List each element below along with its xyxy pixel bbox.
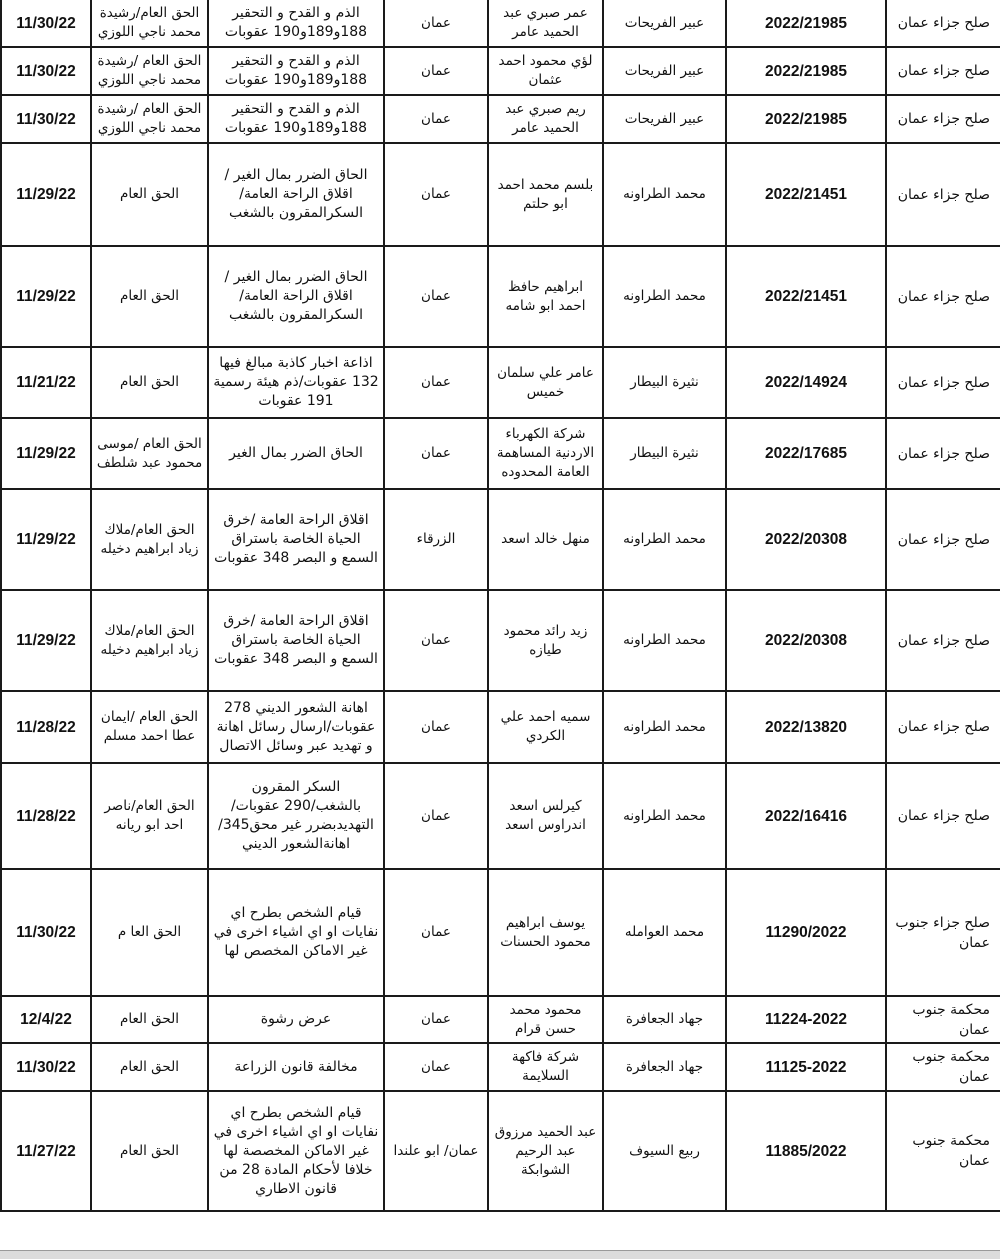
judge-cell [603, 763, 726, 869]
table-row [1, 996, 1000, 1043]
case-number-cell-text: 2022/16416 [765, 807, 847, 825]
charge-cell-text: اقلاق الراحة العامة /خرق الحياة الخاصة باستراق السمع و البصر 348 عقوبات [214, 613, 378, 667]
defendant-cell [488, 1091, 603, 1211]
court-cell-text: صلح جزاء عمان [897, 15, 990, 31]
hearing-date-cell-text: 11/28/22 [16, 718, 76, 736]
city-cell [384, 418, 488, 489]
charge-cell-text: اقلاق الراحة العامة /خرق الحياة الخاصة باستراق السمع و البصر 348 عقوبات [214, 512, 378, 566]
plaintiff-cell [91, 347, 208, 418]
charge-cell [208, 489, 384, 590]
judge-cell-text: محمد الطراونه [623, 632, 706, 648]
city-cell-text: عمان [421, 924, 451, 940]
judge-cell [603, 489, 726, 590]
defendant-cell [488, 1043, 603, 1091]
plaintiff-cell [91, 143, 208, 246]
court-cell [886, 590, 1000, 691]
court-cell-text: صلح جزاء جنوب عمان [895, 914, 990, 951]
court-cell [886, 869, 1000, 996]
case-number-cell [726, 95, 886, 143]
court-cell [886, 95, 1000, 143]
plaintiff-cell-text: الحق العام /موسى محمود عبد شلطف [96, 435, 203, 471]
defendant-cell [488, 691, 603, 763]
judge-cell [603, 869, 726, 996]
judge-cell [603, 47, 726, 95]
hearing-date-cell-text: 11/30/22 [16, 62, 76, 80]
defendant-cell-text: شركة فاكهة السلايمة [511, 1049, 580, 1084]
city-cell [384, 489, 488, 590]
case-number-cell [726, 47, 886, 95]
city-cell-text: عمان [421, 718, 451, 735]
defendant-cell [488, 489, 603, 590]
case-number-cell-text: 11885/2022 [765, 1142, 847, 1160]
hearing-date-cell-text: 11/28/22 [16, 807, 76, 825]
case-number-cell [726, 1091, 886, 1211]
judge-cell-text: محمد الطراونه [623, 288, 706, 304]
plaintiff-cell [91, 418, 208, 489]
city-cell [384, 996, 488, 1043]
case-number-cell-text: 11224-2022 [765, 1011, 847, 1028]
city-cell-text: عمان [421, 14, 451, 31]
judge-cell [603, 0, 726, 47]
plaintiff-cell [91, 0, 208, 47]
court-cell [886, 246, 1000, 347]
judge-cell-text: عبير الفريحات [624, 14, 705, 31]
hearing-date-cell-text: 11/30/22 [16, 110, 76, 128]
defendant-cell [488, 47, 603, 95]
charge-cell-text: الذم و القدح و التحقير 188و189و190 عقوبات [224, 5, 368, 40]
plaintiff-cell-text: الحق العام [120, 374, 179, 390]
table-row [1, 246, 1000, 347]
hearing-date-cell [1, 347, 91, 418]
case-number-cell-text: 2022/21985 [765, 110, 847, 128]
charge-cell-text: الذم و القدح و التحقير 188و189و190 عقوبات [224, 53, 368, 88]
case-number-cell [726, 996, 886, 1043]
hearing-date-cell-text: 11/30/22 [16, 924, 76, 941]
city-cell-text: عمان [421, 110, 451, 127]
defendant-cell [488, 0, 603, 47]
defendant-cell [488, 418, 603, 489]
defendant-cell-text: ابراهيم حافظ احمد ابو شامه [505, 278, 586, 314]
table-row [1, 347, 1000, 418]
plaintiff-cell-text: الحق العام [120, 186, 179, 202]
defendant-cell [488, 347, 603, 418]
case-number-cell-text: 11290/2022 [765, 924, 847, 941]
defendant-cell-text: كيرلس اسعد اندراوس اسعد [505, 798, 586, 833]
hearing-date-cell-text: 11/29/22 [16, 288, 76, 305]
table-row [1, 691, 1000, 763]
hearing-date-cell [1, 691, 91, 763]
city-cell [384, 347, 488, 418]
charge-cell [208, 95, 384, 143]
hearing-date-cell [1, 47, 91, 95]
hearing-date-cell [1, 418, 91, 489]
charge-cell-text: عرض رشوة [260, 1011, 332, 1027]
court-cell [886, 996, 1000, 1043]
hearing-date-cell-text: 11/21/22 [16, 374, 76, 391]
charge-cell-text: الحاق الضرر بمال الغير [229, 445, 363, 461]
city-cell [384, 95, 488, 143]
hearing-date-cell [1, 246, 91, 347]
city-cell-text: عمان [421, 445, 451, 461]
hearing-date-cell-text: 11/30/22 [16, 14, 76, 32]
case-number-cell [726, 246, 886, 347]
plaintiff-cell-text: الحق العام [120, 1142, 179, 1159]
judge-cell [603, 996, 726, 1043]
charge-cell [208, 1091, 384, 1211]
city-cell-text: عمان [421, 374, 451, 390]
cases-table-body [1, 0, 1000, 1211]
defendant-cell-text: يوسف ابراهيم محمود الحسنات [500, 914, 591, 950]
judge-cell-text: جهاد الجعافرة [625, 1011, 704, 1027]
city-cell-text: عمان [421, 807, 451, 824]
court-cell-text: صلح جزاء عمان [897, 186, 990, 203]
city-cell [384, 47, 488, 95]
charge-cell-text: قيام الشخص بطرح اي نفايات او اي اشياء اخرى في غير الاماكن المخصصة لها خلافا لأحكام المادة 28 من قانون الاطاري [213, 1104, 379, 1197]
judge-cell [603, 1091, 726, 1211]
judge-cell-text: عبير الفريحات [624, 62, 705, 79]
plaintiff-cell [91, 1043, 208, 1091]
court-cell [886, 691, 1000, 763]
judge-cell [603, 691, 726, 763]
table-row [1, 1091, 1000, 1211]
court-cell-text: صلح جزاء عمان [897, 111, 990, 127]
judge-cell-text: محمد العوامله [624, 924, 705, 940]
table-row [1, 1043, 1000, 1091]
charge-cell-text: قيام الشخص بطرح اي نفايات او اي اشياء اخرى في غير الاماكن المخصص لها [213, 905, 379, 959]
table-row [1, 0, 1000, 47]
city-cell [384, 763, 488, 869]
city-cell-text: عمان [421, 1058, 451, 1075]
city-cell-text: عمان [421, 288, 451, 304]
court-cell-text: صلح جزاء عمان [897, 63, 990, 79]
hearing-date-cell [1, 143, 91, 246]
table-row [1, 869, 1000, 996]
defendant-cell-text: زيد رائد محمود طيازه [503, 622, 588, 658]
city-cell [384, 869, 488, 996]
hearing-date-cell-text: 11/29/22 [16, 186, 76, 203]
defendant-cell [488, 95, 603, 143]
judge-cell-text: جهاد الجعافرة [625, 1058, 704, 1075]
hearing-date-cell [1, 763, 91, 869]
defendant-cell-text: شركة الكهرباء الاردنية المساهمة العامة المحدوده [496, 426, 595, 480]
city-cell [384, 1043, 488, 1091]
defendant-cell-text: عمر صبري عبد الحميد عامر [503, 5, 588, 40]
case-number-cell [726, 489, 886, 590]
plaintiff-cell [91, 590, 208, 691]
charge-cell [208, 996, 384, 1043]
plaintiff-cell-text: الحق العام/ناصر احد ابو ريانه [104, 798, 195, 833]
charge-cell [208, 47, 384, 95]
defendant-cell-text: سميه احمد علي الكردي [500, 709, 591, 744]
charge-cell-text: الحاق الضرر بمال الغير /اقلاق الراحة العامة/السكرالمقرون بالشغب [224, 269, 368, 323]
charge-cell [208, 418, 384, 489]
judge-cell [603, 143, 726, 246]
judge-cell-text: محمد الطراونه [623, 531, 706, 547]
plaintiff-cell-text: الحق العام/رشيدة محمد ناجي اللوزي [97, 5, 202, 40]
charge-cell [208, 691, 384, 763]
case-number-cell [726, 1043, 886, 1091]
hearing-date-cell-text: 11/30/22 [16, 1058, 76, 1076]
hearing-date-cell [1, 1091, 91, 1211]
case-number-cell-text: 2022/20308 [765, 632, 847, 649]
case-number-cell-text: 2022/14924 [765, 374, 847, 391]
court-cell [886, 763, 1000, 869]
case-number-cell-text: 2022/21451 [765, 288, 847, 305]
court-cell-text: صلح جزاء عمان [897, 531, 990, 548]
hearing-date-cell [1, 869, 91, 996]
defendant-cell-text: عامر علي سلمان خميس [497, 364, 594, 400]
court-cell [886, 143, 1000, 246]
charge-cell-text: الذم و القدح و التحقير 188و189و190 عقوبات [224, 101, 368, 136]
plaintiff-cell [91, 47, 208, 95]
case-number-cell [726, 143, 886, 246]
defendant-cell-text: لؤي محمود احمد عثمان [498, 53, 593, 88]
court-cell-text: صلح جزاء عمان [897, 445, 990, 462]
court-cell-text: محكمة جنوب عمان [912, 1049, 990, 1085]
hearing-date-cell [1, 489, 91, 590]
defendant-cell-text: ريم صبري عبد الحميد عامر [505, 101, 586, 136]
judge-cell-text: نثيرة البيطار [630, 445, 699, 461]
city-cell-text: عمان/ ابو علندا [393, 1142, 479, 1159]
table-row [1, 143, 1000, 246]
judge-cell-text: نثيرة البيطار [630, 374, 699, 390]
case-number-cell [726, 691, 886, 763]
city-cell [384, 0, 488, 47]
case-number-cell [726, 763, 886, 869]
table-row [1, 763, 1000, 869]
plaintiff-cell-text: الحق العام [120, 1011, 179, 1027]
case-number-cell [726, 347, 886, 418]
defendant-cell [488, 996, 603, 1043]
hearing-date-cell [1, 95, 91, 143]
hearing-date-cell [1, 590, 91, 691]
judge-cell-text: ربيع السيوف [629, 1142, 700, 1159]
plaintiff-cell [91, 996, 208, 1043]
defendant-cell-text: محمود محمد حسن قرام [509, 1001, 582, 1037]
judge-cell [603, 246, 726, 347]
plaintiff-cell-text: الحق العام [120, 1058, 179, 1075]
court-cell-text: صلح جزاء عمان [897, 719, 990, 735]
court-cell-text: صلح جزاء عمان [897, 288, 990, 305]
case-number-cell-text: 2022/17685 [765, 445, 847, 462]
charge-cell-text: مخالفة قانون الزراعة [234, 1058, 358, 1075]
court-cell-text: محكمة جنوب عمان [912, 1133, 990, 1169]
case-number-cell-text: 2022/20308 [765, 531, 847, 548]
case-number-cell-text: 2022/21985 [765, 62, 847, 80]
court-cell [886, 489, 1000, 590]
plaintiff-cell [91, 869, 208, 996]
defendant-cell [488, 869, 603, 996]
case-number-cell [726, 418, 886, 489]
plaintiff-cell [91, 763, 208, 869]
court-cell-text: صلح جزاء عمان [897, 808, 990, 824]
charge-cell [208, 1043, 384, 1091]
charge-cell [208, 246, 384, 347]
court-cell-text: محكمة جنوب عمان [912, 1001, 990, 1038]
judge-cell [603, 347, 726, 418]
defendant-cell-text: عبد الحميد مرزوق عبد الرحيم الشوابكة [494, 1123, 597, 1178]
plaintiff-cell-text: الحق العام /ايمان عطا احمد مسلم [100, 709, 199, 744]
plaintiff-cell [91, 691, 208, 763]
case-number-cell [726, 0, 886, 47]
judge-cell [603, 590, 726, 691]
court-cell [886, 47, 1000, 95]
charge-cell [208, 590, 384, 691]
charge-cell-text: السكر المقرون بالشغب/290 عقوبات/التهديدبضرر غير محق345/اهانةالشعور الديني [218, 779, 374, 852]
plaintiff-cell [91, 1091, 208, 1211]
hearing-date-cell-text: 11/27/22 [16, 1142, 76, 1160]
judge-cell-text: محمد الطراونه [623, 718, 706, 735]
city-cell [384, 590, 488, 691]
case-number-cell [726, 869, 886, 996]
court-cell [886, 1091, 1000, 1211]
city-cell [384, 691, 488, 763]
city-cell-text: عمان [421, 62, 451, 79]
table-row [1, 590, 1000, 691]
hearing-date-cell-text: 11/29/22 [16, 632, 76, 649]
judge-cell-text: محمد الطراونه [623, 186, 706, 202]
case-number-cell-text: 2022/13820 [765, 718, 847, 736]
table-row [1, 418, 1000, 489]
judge-cell [603, 418, 726, 489]
city-cell [384, 143, 488, 246]
table-row [1, 47, 1000, 95]
defendant-cell [488, 763, 603, 869]
defendant-cell [488, 590, 603, 691]
plaintiff-cell [91, 246, 208, 347]
table-row [1, 489, 1000, 590]
plaintiff-cell [91, 95, 208, 143]
case-number-cell-text: 2022/21451 [765, 186, 847, 203]
plaintiff-cell-text: الحق العام /رشيدة محمد ناجي اللوزي [97, 101, 202, 136]
hearing-date-cell-text: 11/29/22 [16, 531, 76, 548]
charge-cell [208, 347, 384, 418]
defendant-cell-text: منهل خالد اسعد [501, 531, 590, 547]
court-cell-text: صلح جزاء عمان [897, 632, 990, 649]
plaintiff-cell-text: الحق العام/ملاك زياد ابراهيم دخيله [100, 521, 199, 557]
charge-cell-text: الحاق الضرر بمال الغير /اقلاق الراحة العامة/السكرالمقرون بالشغب [224, 167, 368, 221]
defendant-cell-text: بلسم محمد احمد ابو حلتم [497, 176, 594, 212]
hearing-date-cell-text: 12/4/22 [20, 1011, 72, 1028]
court-cell [886, 418, 1000, 489]
hearing-date-cell [1, 1043, 91, 1091]
city-cell [384, 246, 488, 347]
plaintiff-cell-text: الحق العام [120, 288, 179, 304]
plaintiff-cell [91, 489, 208, 590]
plaintiff-cell-text: الحق العام/ملاك زياد ابراهيم دخيله [100, 622, 199, 658]
hearing-date-cell [1, 996, 91, 1043]
hearing-date-cell-text: 11/29/22 [16, 445, 76, 462]
charge-cell [208, 869, 384, 996]
defendant-cell [488, 246, 603, 347]
hearing-date-cell [1, 0, 91, 47]
charge-cell-text: اذاعة اخبار كاذبة مبالغ فيها 132 عقوبات/ذم هيئة رسمية 191 عقوبات [213, 355, 379, 409]
city-cell-text: عمان [421, 186, 451, 202]
case-number-cell-text: 11125-2022 [765, 1058, 847, 1076]
charge-cell [208, 143, 384, 246]
table-row [1, 95, 1000, 143]
case-number-cell [726, 590, 886, 691]
case-number-cell-text: 2022/21985 [765, 14, 847, 32]
charge-cell-text: اهانة الشعور الديني 278 عقوبات/ارسال رسائل اهانة و تهديد عبر وسائل الاتصال [216, 699, 376, 754]
plaintiff-cell-text: الحق العا م [117, 924, 182, 940]
court-cell-text: صلح جزاء عمان [897, 374, 990, 391]
charge-cell [208, 763, 384, 869]
judge-cell [603, 1043, 726, 1091]
city-cell-text: الزرقاء [416, 531, 456, 547]
judge-cell-text: محمد الطراونه [623, 807, 706, 824]
judge-cell-text: عبير الفريحات [624, 110, 705, 127]
defendant-cell [488, 143, 603, 246]
charge-cell [208, 0, 384, 47]
city-cell [384, 1091, 488, 1211]
plaintiff-cell-text: الحق العام /رشيدة محمد ناجي اللوزي [97, 53, 202, 88]
court-cell [886, 0, 1000, 47]
judge-cell [603, 95, 726, 143]
court-cell [886, 347, 1000, 418]
city-cell-text: عمان [421, 1011, 451, 1027]
court-cell [886, 1043, 1000, 1091]
city-cell-text: عمان [421, 632, 451, 648]
